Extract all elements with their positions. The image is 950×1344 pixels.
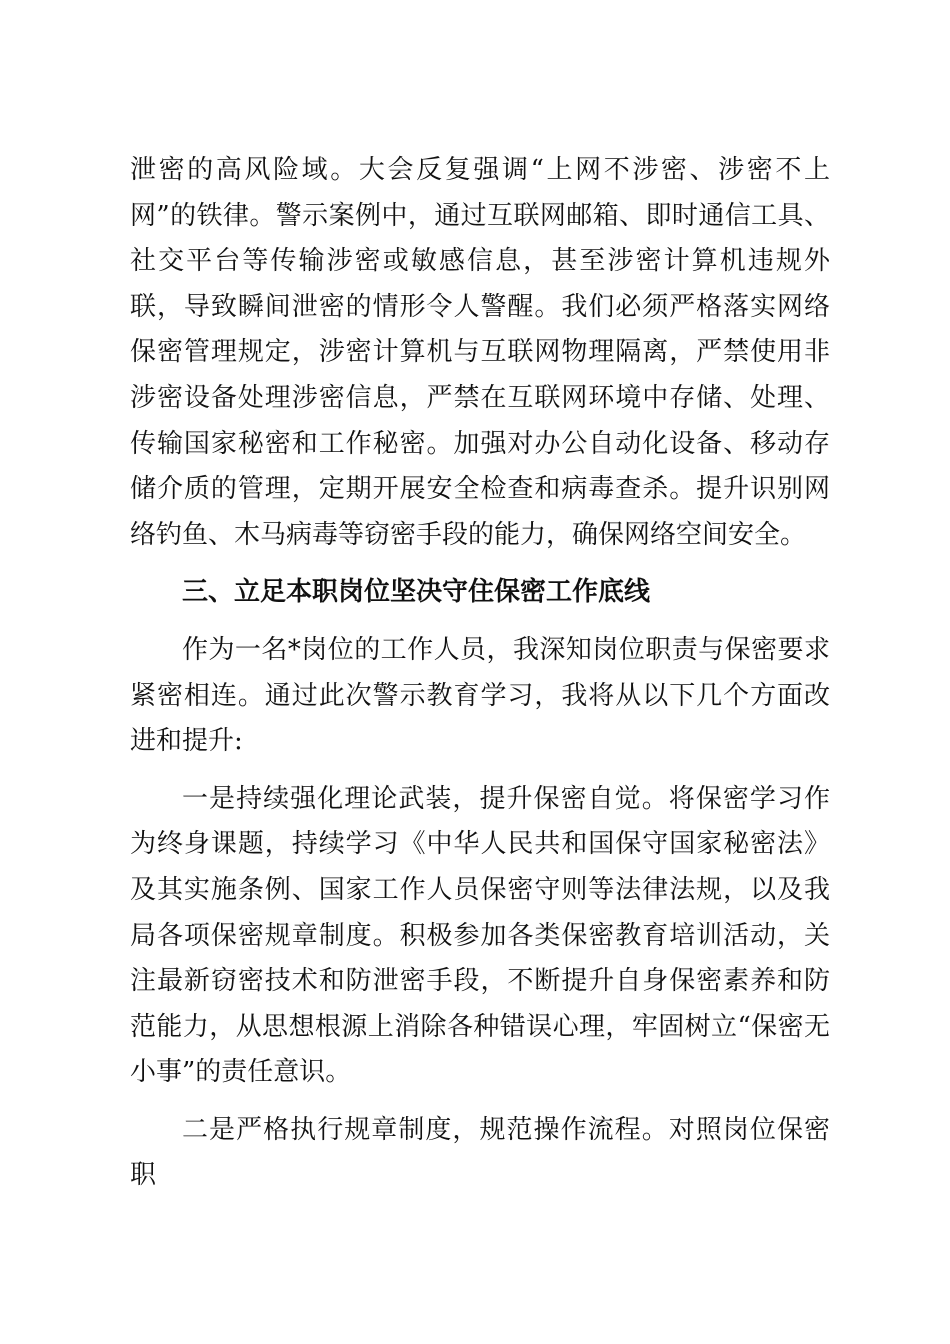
paragraph-role-intro: 作为一名*岗位的工作人员，我深知岗位职责与保密要求紧密相连。通过此次警示教育学习，我将从以下几个方面改进和提升: [130, 634, 830, 757]
paragraph-point-1: 一是持续强化理论武装，提升保密自觉。将保密学习作为终身课题，持续学习《中华人民共和国保守国家秘密法》及其实施条例、国家工作人员保密守则等法律法规，以及我局各项保密规章制度。积极参加各类保密教育培训活动，关注最新窃密技术和防泄密手段，不断提升自身保密素养和防范能力，从思想根源上消除各种错误心理，牢固树立“保密无小事”的责任意识。 [130, 783, 830, 1088]
section-heading-3: 三、立足本职岗位坚决守住保密工作底线 [182, 577, 651, 608]
document-body [130, 148, 830, 1211]
paragraph-network-security: 泄密的高风险域。大会反复强调“上网不涉密、涉密不上网”的铁律。警示案例中，通过互联网邮箱、即时通信工具、社交平台等传输涉密或敏感信息，甚至涉密计算机违规外联，导致瞬间泄密的情形令人警醒。我们必须严格落实网络保密管理规定，涉密计算机与互联网物理隔离，严禁使用非涉密设备处理涉密信息，严禁在互联网环境中存储、处理、传输国家秘密和工作秘密。加强对办公自动化设备、移动存储介质的管理，定期开展安全检查和病毒查杀。提升识别网络钓鱼、木马病毒等窃密手段的能力，确保网络空间安全。 [130, 155, 830, 550]
paragraph-point-2: 二是严格执行规章制度，规范操作流程。对照岗位保密职 [130, 1114, 830, 1191]
